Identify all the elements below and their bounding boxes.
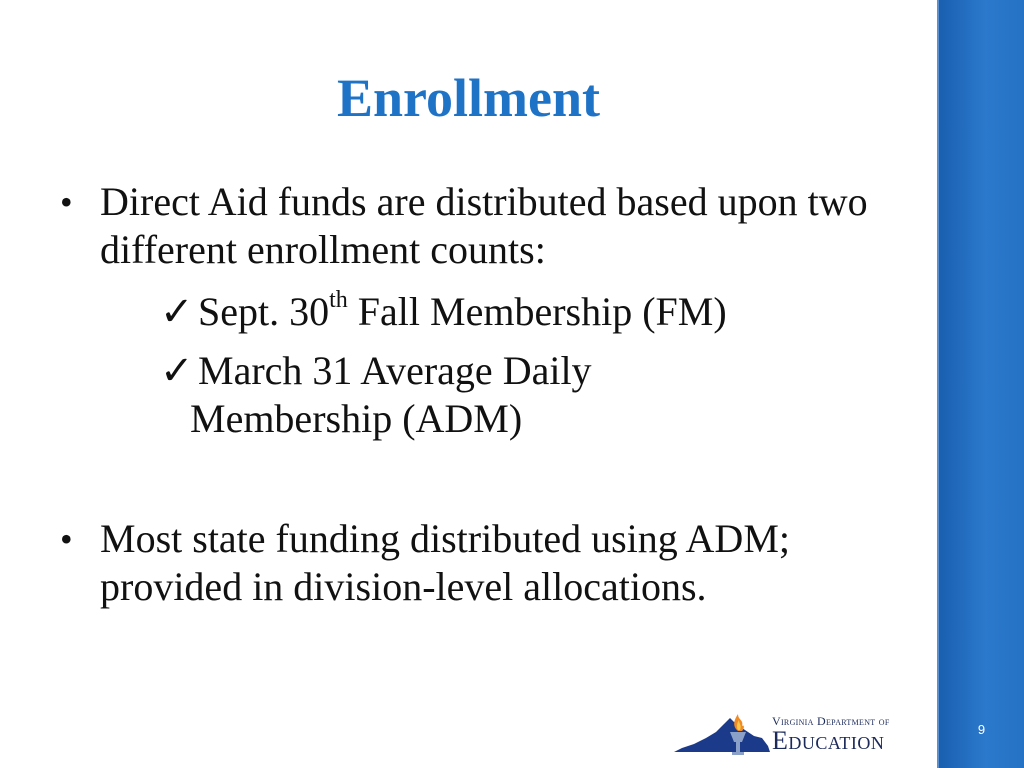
ordinal-suffix: th xyxy=(329,286,348,313)
slide-title: Enrollment xyxy=(336,68,600,128)
bullet-text: Direct Aid funds are distributed based upon two different enrollment counts: xyxy=(100,179,868,272)
bullet-text: Most state funding distributed using ADM; provided in division-level allocations. xyxy=(100,516,790,609)
bullet-marker: • xyxy=(60,182,73,222)
checklist-text-continued: Fall Membership (FM) xyxy=(347,289,727,334)
checkmark-icon: ✓ xyxy=(160,289,194,334)
checklist-item xyxy=(160,288,860,336)
bullet-item xyxy=(60,178,920,274)
checkmark-icon: ✓ xyxy=(160,348,194,393)
checklist-text-continued: Membership (ADM) xyxy=(190,396,523,441)
bullet-item xyxy=(60,515,920,611)
logo-text-education: Education xyxy=(772,726,885,755)
logo-text-department: Virginia Department of xyxy=(772,714,890,728)
bullet-marker: • xyxy=(60,519,73,559)
page-number: 9 xyxy=(977,722,986,737)
checklist-text: Sept. 30 xyxy=(198,289,330,334)
right-sidebar-band xyxy=(937,0,1024,768)
checklist-item xyxy=(160,347,860,443)
virginia-state-torch-icon xyxy=(672,702,772,758)
checklist-text: March 31 Average Daily xyxy=(198,348,592,393)
vdoe-logo xyxy=(672,702,934,758)
